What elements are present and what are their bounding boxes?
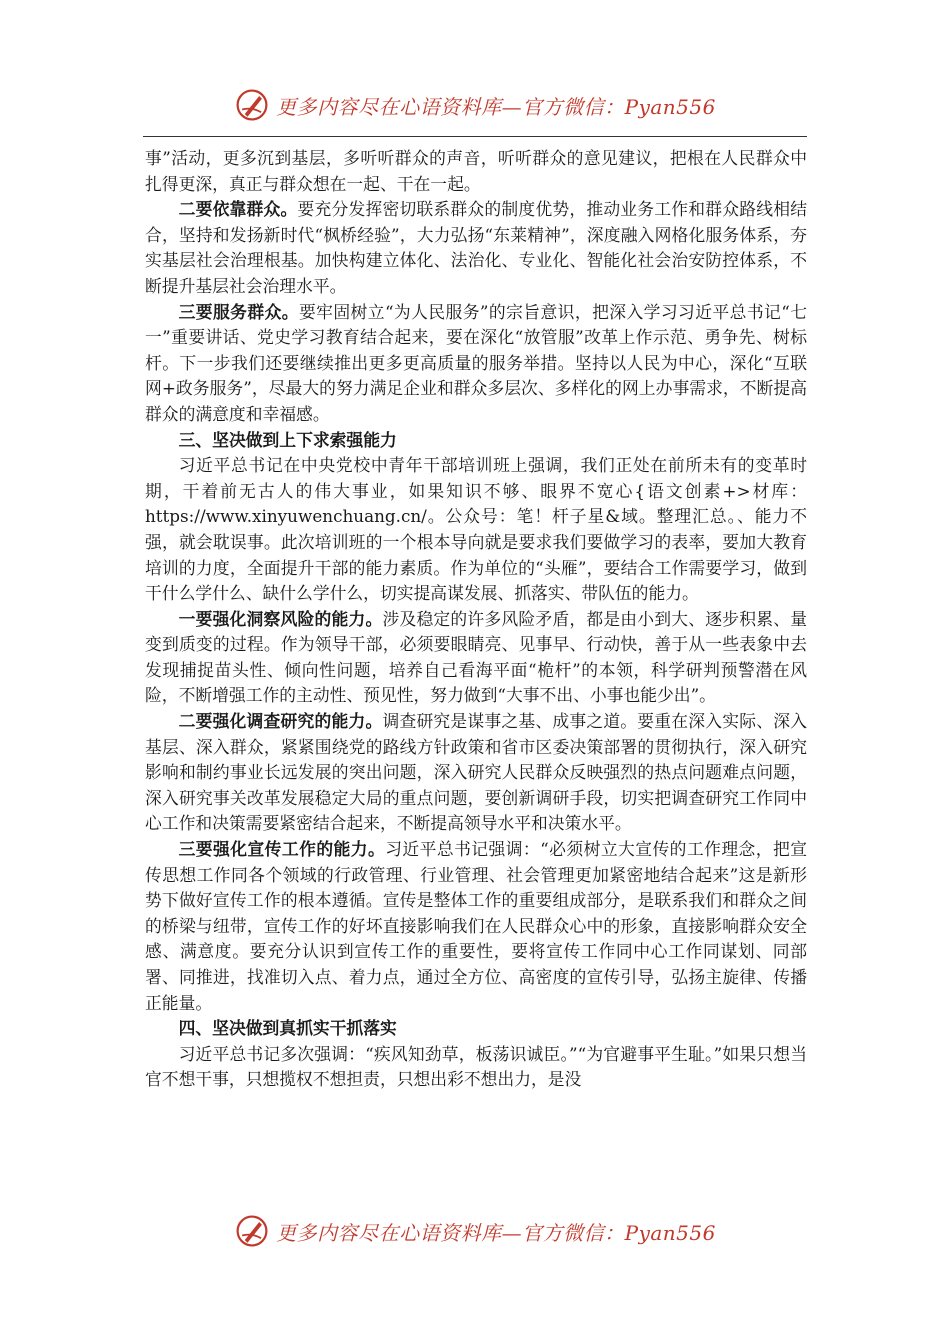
paragraph-text: 事”活动，更多沉到基层，多听听群众的声音，听听群众的意见建议，把根在人民群众中扎得更深，真正与群众想在一起、干在一起。 — [145, 148, 807, 194]
paragraph-lead: 一要强化洞察风险的能力。 — [178, 608, 383, 629]
paragraph-text: 习近平总书记在中央党校中青年干部培训班上强调，我们正处在前所未有的变革时期，干着前无古人的伟大事业，如果知识不够、眼界不宽心{语文创素+>材库：https://www.xinyuwenchuang.cn/。公众号：笔！杆子星&域。整理汇总。、能力不强，就会耽误事。此次培训班的一个根本导向就是要求我们要做学习的表率，要加大教育培训的力度，全面提升干部的能力素质。作为单位的“头雁”，要结合工作需要学习，做到干什么学什么、缺什么学什么，切实提高谋发展、抓落实、带队伍的能力。 — [145, 455, 807, 604]
footer-banner — [0, 1206, 950, 1256]
section-heading-text: 四、坚决做到真抓实干抓落实 — [178, 1018, 397, 1039]
paragraph-lead: 二要强化调查研究的能力。 — [178, 711, 383, 732]
paragraph — [145, 837, 807, 1016]
pen-nib-circle-logo-icon — [234, 1213, 270, 1249]
paragraph-text: 要充分发挥密切联系群众的制度优势，推动业务工作和群众路线相结合，坚持和发扬新时代“枫桥经验”，大力弘扬“东莱精神”，深度融入网格化服务体系，夯实基层社会治理根基。加快构建立体化、法治化、专业化、智能化社会治安防控体系，不断提升基层社会治理水平。 — [145, 199, 807, 296]
paragraph — [145, 607, 807, 709]
paragraph — [145, 709, 807, 837]
pen-nib-circle-logo-icon — [234, 87, 270, 123]
header-divider — [143, 136, 807, 137]
paragraph-text: 要牢固树立“为人民服务”的宗旨意识，把深入学习习近平总书记“七一”重要讲话、党史学习教育结合起来，要在深化“放管服”改革上作示范、勇争先、树标杆。下一步我们还要继续推出更多更高质量的服务举措。坚持以人民为中心，深化“互联网+政务服务”，尽最大的努力满足企业和群众多层次、多样化的网上办事需求，不断提高群众的满意度和幸福感。 — [145, 301, 807, 424]
paragraph-text: 调查研究是谋事之基、成事之道。要重在深入实际、深入基层、深入群众，紧紧围绕党的路线方针政策和省市区委决策部署的贯彻执行，深入研究影响和制约事业长远发展的突出问题，深入研究人民群众反映强烈的热点问题难点问题，深入研究事关改革发展稳定大局的重点问题，要创新调研手段，切实把调查研究工作同中心工作和决策需要紧密结合起来，不断提高领导水平和决策水平。 — [145, 711, 807, 834]
paragraph — [145, 197, 807, 299]
paragraph-lead: 二要依靠群众。 — [178, 199, 298, 220]
paragraph — [145, 453, 807, 607]
paragraph-lead: 三要强化宣传工作的能力。 — [178, 839, 386, 860]
paragraph-lead: 三要服务群众。 — [178, 301, 299, 322]
document-body — [145, 146, 807, 1093]
paragraph — [145, 146, 807, 197]
paragraph — [145, 300, 807, 428]
header-banner — [0, 80, 950, 130]
paragraph — [145, 1042, 807, 1093]
section-heading — [145, 428, 807, 454]
paragraph-text: 涉及稳定的许多风险矛盾，都是由小到大、逐步积累、量变到质变的过程。作为领导干部，必须要眼睛亮、见事早、行动快，善于从一些表象中去发现捕捉苗头性、倾向性问题，培养自己看海平面“桅杆”的本领，科学研判预警潜在风险，不断增强工作的主动性、预见性，努力做到“大事不出、小事也能少出”。 — [145, 608, 807, 706]
header-banner-text: 更多内容尽在心语资料库—官方微信：Pyan556 — [276, 94, 716, 119]
section-heading — [145, 1016, 807, 1042]
section-heading-text: 三、坚决做到上下求索强能力 — [178, 429, 397, 450]
paragraph-text: 习近平总书记多次强调：“疾风知劲草，板荡识诚臣。”“为官避事平生耻。”如果只想当官不想干事，只想揽权不想担责，只想出彩不想出力，是没 — [145, 1043, 807, 1090]
paragraph-text: 习近平总书记强调：“必须树立大宣传的工作理念，把宣传思想工作同各个领域的行政管理、行业管理、社会管理更加紧密地结合起来”这是新形势下做好宣传工作的根本遵循。宣传是整体工作的重要组成部分，是联系我们和群众之间的桥梁与纽带，宣传工作的好坏直接影响我们在人民群众心中的形象，直接影响群众安全感、满意度。要充分认识到宣传工作的重要性，要将宣传工作同中心工作同谋划、同部署、同推进，找准切入点、着力点，通过全方位、高密度的宣传引导，弘扬主旋律、传播正能量。 — [145, 839, 807, 1013]
footer-banner-text: 更多内容尽在心语资料库—官方微信：Pyan556 — [276, 1220, 716, 1245]
